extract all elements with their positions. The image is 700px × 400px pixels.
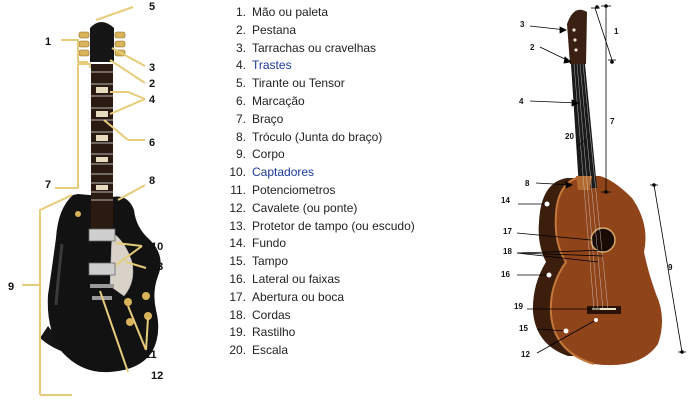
legend-item: 17. Abertura ou boca <box>229 289 345 304</box>
classical-callout-12: 12 <box>521 350 530 359</box>
classical-callout-19: 19 <box>514 302 523 311</box>
callout-13: 13 <box>151 261 164 273</box>
callout-8: 8 <box>149 175 156 187</box>
classical-callout-2: 2 <box>530 43 535 52</box>
callout-3: 3 <box>149 62 156 74</box>
legend-item: 9. Corpo <box>235 147 285 162</box>
legend-item: 2. Pestana <box>235 22 297 37</box>
classical-callout-17: 17 <box>503 227 512 236</box>
legend-item: 15. Tampo <box>229 254 289 269</box>
parts-legend <box>222 4 415 360</box>
classical-callout-8: 8 <box>525 179 530 188</box>
legend-item: 8. Tróculo (Junta do braço) <box>235 129 383 144</box>
legend-item: 14. Fundo <box>229 236 287 251</box>
legend-link-trastes[interactable]: 4. Trastes <box>235 58 292 73</box>
classical-callout-14: 14 <box>501 196 510 205</box>
classical-callout-18: 18 <box>503 247 512 256</box>
callout-9: 9 <box>8 281 15 293</box>
callout-12: 12 <box>151 370 164 382</box>
legend-item: 6. Marcação <box>235 93 305 108</box>
legend-item: 1. Mão ou paleta <box>235 5 329 19</box>
classical-callout-20: 20 <box>565 132 574 141</box>
classical-callout-15: 15 <box>519 324 528 333</box>
legend-item: 12. Cavalete (ou ponte) <box>229 200 358 215</box>
classical-callout-3: 3 <box>520 20 525 29</box>
classical-callout-9: 9 <box>668 263 673 272</box>
classical-callout-4: 4 <box>519 97 524 106</box>
classical-guitar-illustration <box>533 10 662 365</box>
callout-5: 5 <box>149 1 156 13</box>
callout-1: 1 <box>45 36 52 48</box>
callout-10: 10 <box>151 241 164 253</box>
legend-item: 18. Cordas <box>229 307 291 322</box>
electric-guitar-illustration <box>40 22 164 372</box>
legend-item: 13. Protetor de tampo (ou escudo) <box>229 218 415 233</box>
legend-item: 3. Tarrachas ou cravelhas <box>235 40 377 55</box>
callout-6: 6 <box>149 137 156 149</box>
classical-callout-16: 16 <box>501 270 510 279</box>
callout-11: 11 <box>145 349 157 361</box>
classical-callout-7: 7 <box>610 117 615 126</box>
callout-7: 7 <box>45 179 52 191</box>
legend-item: 16. Lateral ou faixas <box>229 271 341 286</box>
legend-item: 5. Tirante ou Tensor <box>235 76 345 91</box>
legend-item: 20. Escala <box>229 343 289 358</box>
legend-link-captadores[interactable]: 10. Captadores <box>229 165 315 180</box>
callout-4: 4 <box>149 94 156 106</box>
legend-item: 19. Rastilho <box>229 325 296 340</box>
legend-item: 11. Potenciometros <box>230 182 336 197</box>
legend-item: 7. Braço <box>235 111 284 126</box>
classical-callout-1: 1 <box>614 27 619 36</box>
callout-2: 2 <box>149 78 156 90</box>
